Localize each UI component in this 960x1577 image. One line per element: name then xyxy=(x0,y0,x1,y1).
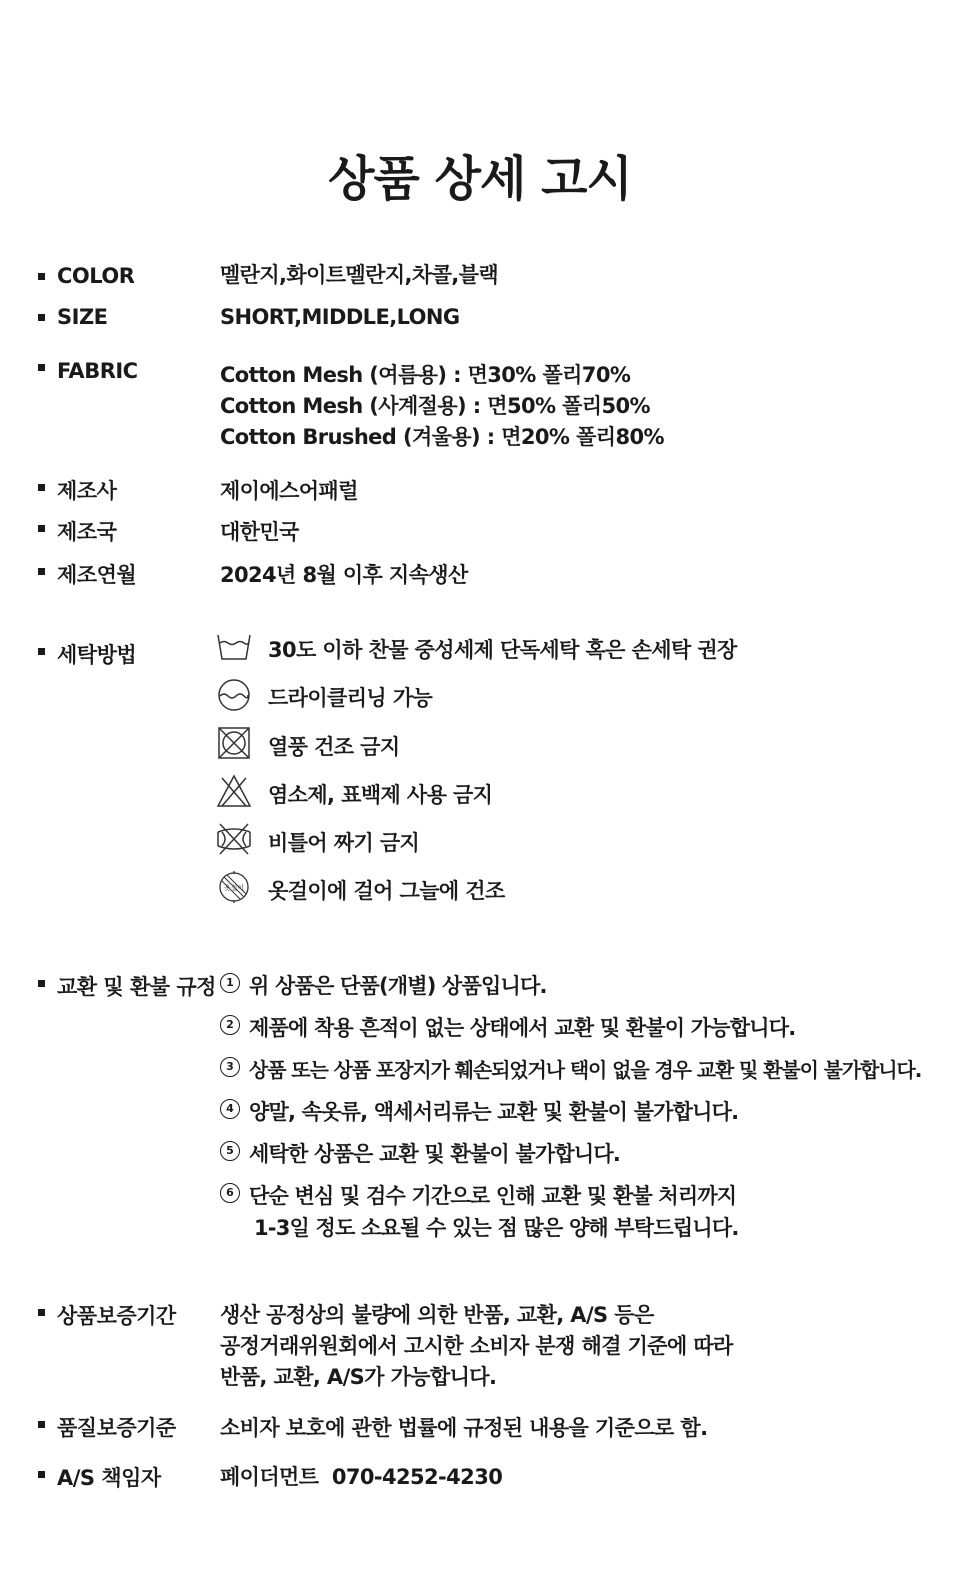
washing-text: 열풍 건조 금지 xyxy=(268,735,400,759)
bullet xyxy=(38,1309,45,1316)
spec-label: SIZE xyxy=(57,305,108,329)
rule-text: 세탁한 상품은 교환 및 환불이 불가합니다. xyxy=(249,1142,620,1166)
washing-text: 염소제, 표백제 사용 금지 xyxy=(268,783,493,807)
spec-label: A/S 책임자 xyxy=(57,1466,161,1490)
washing-text: 옷걸이에 걸어 그늘에 건조 xyxy=(268,879,505,903)
bullet xyxy=(38,1471,45,1478)
fabric-line: Cotton Mesh (여름용) : 면30% 폴리70% xyxy=(220,363,631,387)
spec-value-quality: 소비자 보호에 관한 법률에 규정된 내용을 기준으로 함. xyxy=(220,1416,708,1440)
spec-label: 세탁방법 xyxy=(57,643,137,667)
spec-label: 품질보증기준 xyxy=(57,1416,176,1440)
wash-basin-icon xyxy=(216,629,252,663)
page-title: 상품 상세 고시 xyxy=(328,151,632,207)
warranty-line: 반품, 교환, A/S가 가능합니다. xyxy=(220,1365,497,1389)
spec-value-as: 페이더먼트 070-4252-4230 xyxy=(220,1465,503,1489)
hanger-shade-dry-icon xyxy=(216,870,252,904)
bullet xyxy=(38,364,45,371)
number-badge: 6 xyxy=(220,1183,240,1203)
no-bleach-icon xyxy=(216,774,252,808)
hanger-icon-text: 옷걸이 xyxy=(223,884,245,892)
bullet xyxy=(38,1421,45,1428)
rule-text: 1-3일 정도 소요될 수 있는 점 많은 양해 부탁드립니다. xyxy=(254,1216,739,1240)
number-badge: 4 xyxy=(220,1099,240,1119)
bullet xyxy=(38,273,45,280)
number-badge: 5 xyxy=(220,1141,240,1161)
washing-text: 드라이클리닝 가능 xyxy=(268,686,433,710)
spec-label: FABRIC xyxy=(57,359,138,383)
fabric-line: Cotton Brushed (겨울용) : 면20% 폴리80% xyxy=(220,425,664,449)
spec-label: 제조연월 xyxy=(57,563,137,587)
spec-value-manufacturer: 제이에스어패럴 xyxy=(220,479,358,503)
rule-text: 상품 또는 상품 포장지가 훼손되었거나 택이 없을 경우 교환 및 환불이 불가합니다. xyxy=(249,1058,922,1082)
spec-label: 제조국 xyxy=(57,520,117,544)
bullet xyxy=(38,648,45,655)
dry-cleaning-icon xyxy=(216,678,252,712)
no-wring-icon xyxy=(216,822,252,856)
rule-text: 위 상품은 단품(개별) 상품입니다. xyxy=(249,974,547,998)
spec-value-color: 멜란지,화이트멜란지,차콜,블랙 xyxy=(220,263,499,287)
number-badge: 2 xyxy=(220,1015,240,1035)
bullet xyxy=(38,314,45,321)
spec-value-date: 2024년 8월 이후 지속생산 xyxy=(220,563,468,587)
washing-text: 비틀어 짜기 금지 xyxy=(268,831,420,855)
spec-value-size: SHORT,MIDDLE,LONG xyxy=(220,305,460,329)
bullet xyxy=(38,980,45,987)
number-badge: 3 xyxy=(220,1057,240,1077)
spec-label: 상품보증기간 xyxy=(57,1304,176,1328)
spec-label: 제조사 xyxy=(57,479,117,503)
rule-text: 제품에 착용 흔적이 없는 상태에서 교환 및 환불이 가능합니다. xyxy=(249,1016,796,1040)
fabric-line: Cotton Mesh (사계절용) : 면50% 폴리50% xyxy=(220,394,650,418)
number-badge: 1 xyxy=(220,973,240,993)
spec-label: 교환 및 환불 규정 xyxy=(57,975,216,999)
spec-value-country: 대한민국 xyxy=(220,520,299,544)
bullet xyxy=(38,484,45,491)
rule-text: 단순 변심 및 검수 기간으로 인해 교환 및 환불 처리까지 xyxy=(249,1184,737,1208)
warranty-line: 공정거래위원회에서 고시한 소비자 분쟁 해결 기준에 따라 xyxy=(220,1334,733,1358)
washing-text: 30도 이하 찬물 중성세제 단독세탁 혹은 손세탁 권장 xyxy=(268,638,737,662)
bullet xyxy=(38,568,45,575)
no-tumble-dry-icon xyxy=(216,726,252,760)
bullet xyxy=(38,525,45,532)
spec-label: COLOR xyxy=(57,264,135,288)
warranty-line: 생산 공정상의 불량에 의한 반품, 교환, A/S 등은 xyxy=(220,1303,654,1327)
rule-text: 양말, 속옷류, 액세서리류는 교환 및 환불이 불가합니다. xyxy=(249,1100,739,1124)
